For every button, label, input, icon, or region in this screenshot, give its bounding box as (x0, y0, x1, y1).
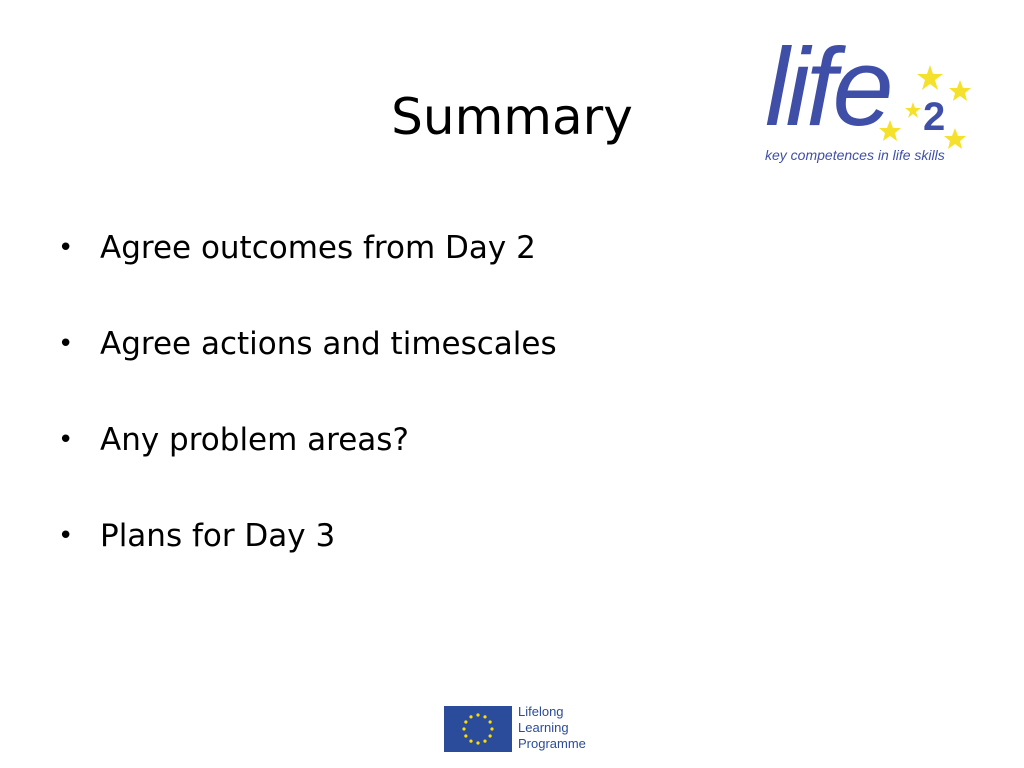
eu-star-icon (469, 715, 472, 718)
llp-line: Learning (518, 720, 569, 735)
life2-logo (755, 20, 980, 170)
eu-star-icon (462, 727, 465, 730)
eu-star-icon (483, 740, 486, 743)
bullet-icon: • (58, 521, 74, 551)
star-icon (949, 80, 971, 101)
eu-star-icon (489, 734, 492, 737)
star-icon (917, 65, 943, 90)
star-icon (905, 102, 921, 118)
eu-star-icon (464, 734, 467, 737)
eu-star-icon (469, 740, 472, 743)
bullet-item (58, 318, 557, 414)
eu-stars (444, 706, 512, 752)
bullet-list (58, 222, 557, 606)
bullet-text: Agree outcomes from Day 2 (100, 230, 536, 266)
bullet-item (58, 510, 557, 606)
eu-flag-icon (444, 706, 512, 752)
logo-tagline: key competences in life skills (765, 147, 945, 163)
eu-star-icon (464, 720, 467, 723)
eu-star-icon (490, 727, 493, 730)
logo-subscript: 2 (923, 95, 946, 139)
eu-star-icon (483, 715, 486, 718)
bullet-text: Agree actions and timescales (100, 326, 557, 362)
eu-star-icon (489, 720, 492, 723)
llp-line: Lifelong (518, 704, 564, 719)
bullet-item (58, 414, 557, 510)
eu-star-icon (476, 713, 479, 716)
llp-text (518, 704, 586, 752)
bullet-icon: • (58, 329, 74, 359)
lifelong-learning-logo (444, 704, 614, 754)
eu-star-icon (476, 741, 479, 744)
logo-wordmark: life (765, 26, 890, 149)
life2-logo-graphic (755, 20, 980, 150)
bullet-text: Plans for Day 3 (100, 518, 336, 554)
llp-line: Programme (518, 736, 586, 751)
slide-title: Summary (391, 88, 633, 146)
bullet-icon: • (58, 425, 74, 455)
bullet-item (58, 222, 557, 318)
bullet-text: Any problem areas? (100, 422, 409, 458)
bullet-icon: • (58, 233, 74, 263)
star-icon (944, 128, 966, 149)
